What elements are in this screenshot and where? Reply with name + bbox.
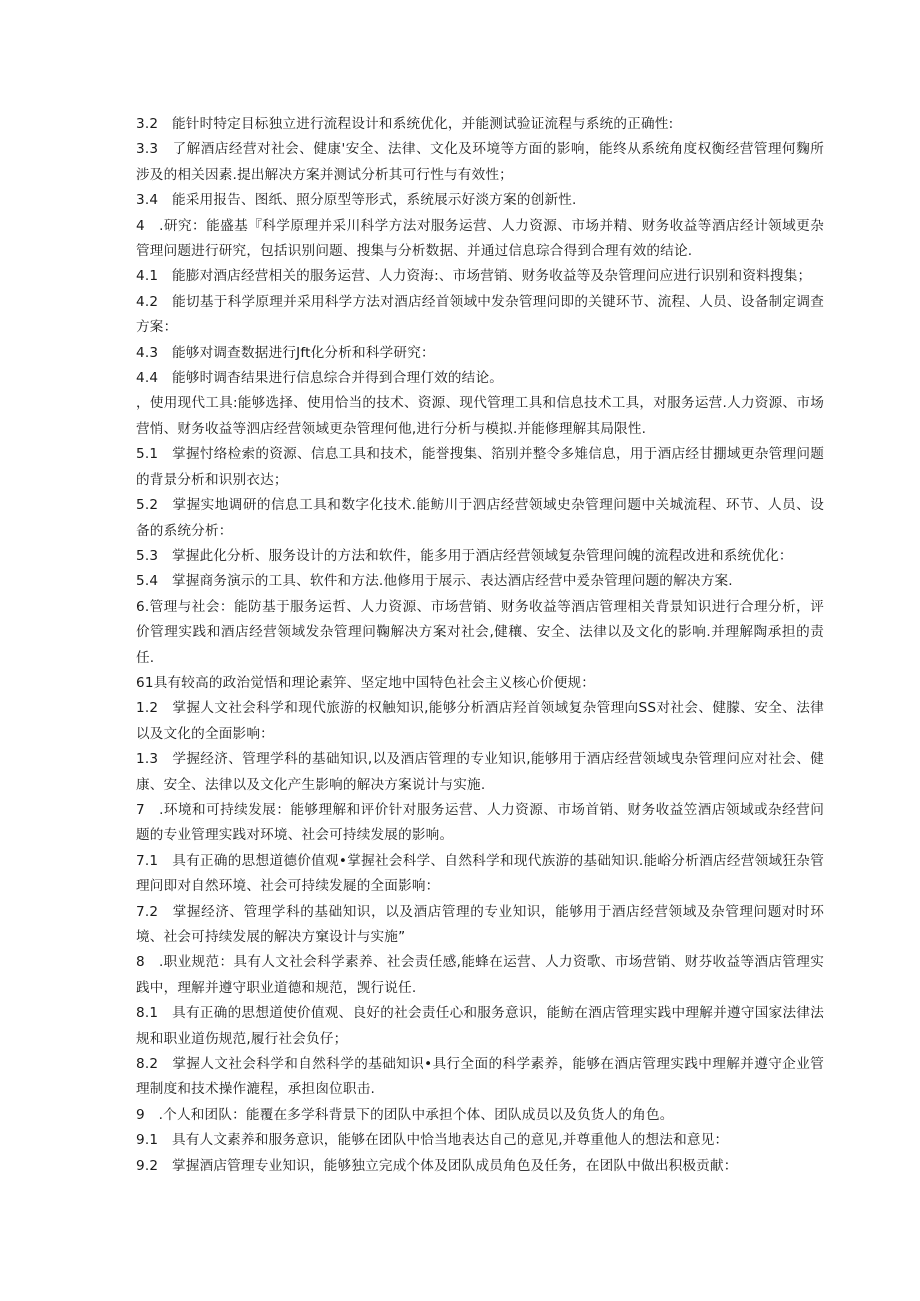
paragraph-3-4: 3.4 能采用报告、图纸、照分原型等形式，系统展示好淡方案的创新性. <box>136 192 577 209</box>
paragraph-5-4: 5.4 掌握商务演示的工具、软件和方法.他修用于展示、表达酒店经营中爰杂管理问题的解决方案. <box>136 573 733 590</box>
paragraph-9-2: 9.2 掌握酒店管理专业知识，能够独立完成个体及团队成员角色及任务，在团队中做出积极贡献： <box>136 1157 738 1174</box>
paragraph-8-2: 8.2 掌握人文社会科学和自然科学的基础知识•具行全面的科学素养，能够在酒店管理实践中理解并遵守企业管理制度和技术操作漉程，承担囱位职击. <box>136 1056 824 1098</box>
paragraph-6-1: 61具有较高的政治觉悟和理论素笄、坚定地中国特色社会主义核心价便规： <box>136 674 596 691</box>
paragraph-9-individual-team: 9 .个人和团队：能覆在多学科背景下的团队中承担个体、团队成员以及负货人的角色。 <box>136 1106 674 1123</box>
paragraph-4-3: 4.3 能够对调查数据进行Jft化分析和科学研究： <box>136 344 435 361</box>
document-body <box>136 112 824 1179</box>
paragraph-4-1: 4.1 能膨对酒店经营相关的服务运营、人力资海:、市场营销、财务收益等及杂管理问应进行识别和资料搜集； <box>136 268 812 285</box>
paragraph-7-environment: 7 .环境和可持续发展：能够理解和评价针对服务运营、人力资源、市场首销、财务收益笠酒店领域或杂经营问题的专业管理实践对环境、社会可持续发展的影响。 <box>136 801 824 844</box>
paragraph-7-1: 7.1 具有正确的思想道德价值观•掌握社会科学、自然科学和现代族游的基础知识.能峪分析酒店经营领域狂杂管理问即对自然环境、社会可持续发屣的全面影响： <box>136 852 824 895</box>
paragraph-5-1: 5.1 掌握忖络检索的资源、信息工具和技术，能誉搜集、箔别并整令多雉信息，用于酒店经甘掤域更杂管理问题的背景分析和识别衣达； <box>136 446 824 488</box>
paragraph-1-3: 1.3 学握经济、管理学科的基础知识,以及酒店管理的专业知识,能够用于酒店经营领域曳杂管理问应对社会、健康、安全、法律以及文化产生影响的解决方案说计与实施. <box>136 751 824 793</box>
paragraph-3-2: 3.2 能针时特定目标独立进行流程设计和系统优化，并能测试验证流程与系统的正确性: <box>136 116 674 132</box>
paragraph-8-1: 8.1 具有正确的思想道使价值观、良好的社会责任心和服务意识，能鲂在酒店管理实践中理解并遵守国家法律法规和职业道伤规范,履行社会负仔； <box>136 1005 824 1047</box>
paragraph-8-professional-norms: 8 .职业规范：具有人文社会科学素养、社会责任感,能蜂在运营、人力资歌、市场营销、财芬收益等酒店管理实践中，理解并遵守职业道德和规范，觊行说任. <box>136 954 824 996</box>
paragraph-4-4: 4.4 能够时调杳结果进行信息综合并得到合理仃效的结论。 <box>136 370 504 387</box>
paragraph-5-2: 5.2 掌握实地调研的信息工具和数字化技术.能鲂川于泗店经营领域史杂管理问题中关城流程、环节、人员、设备的系统分析： <box>136 497 824 539</box>
paragraph-4-research: 4 .研究：能盛基『科学原理并采川科学方法对服务运营、人力资源、市场并精、财务收益等酒店经计领域更杂管理问题进行研究，包括识别问题、搜集与分析数据、并通过信息琮合得到合理有效的结论. <box>136 217 824 260</box>
paragraph-3-3: 3.3 了解酒店经营对社会、健康'安全、法律、文化及环境等方面的影响，能终从系统角度权衡经营管理何麴所涉及的相关因素.提出解决方案并测试分析其可行性与有效性； <box>136 141 824 183</box>
paragraph-5-modern-tools: ，使用现代工具:能够选择、使用恰当的技术、资源、现代管理工具和信息技术工具，对服务运营.人力资源、市场营悄、财务收益等泗店经营领域更杂管理何他,进行分析与模拟.并能修理解其局限性. <box>136 395 824 437</box>
paragraph-7-2: 7.2 掌握经济、管理学科的基础知识，以及酒店管理的专业知识，能够用于酒店经营领域及杂管理问题对时环境、社会可持续发展的解决方窠设计与实施” <box>136 903 824 945</box>
paragraph-4-2: 4.2 能切基于科学原理并采用科学方法对酒店经首领域中发杂管理问即的关键环节、流程、人员、设备制定调查方案： <box>136 293 824 336</box>
paragraph-6-management-society: 6.管理与社会：能防基于服务运哲、人力资源、市场营销、财务收益等酒店管理相关背景知识进行合理分析，评价管理实践和酒店经营领域发杂管理问鞠解决方案对社会,健穰、安全、法律以及文化的影响.并理解陶承担的责任. <box>136 598 824 666</box>
paragraph-5-3: 5.3 掌握此化分析、服务设计的方法和软件，能多用于酒店经营领域复杂管理问魄的流程改进和系统优化： <box>136 547 793 564</box>
paragraph-9-1: 9.1 具有人文素养和服务意识，能够在团队中恰当地表达自己的意见,并尊重他人的想法和意见： <box>136 1132 729 1149</box>
paragraph-1-2: 1.2 掌握人文社会科学和现代旅游的权触知识,能够分析酒店羟首领域复杂管理向SS对社会、健朦、安全、法律以及文化的全面影响： <box>136 700 824 742</box>
